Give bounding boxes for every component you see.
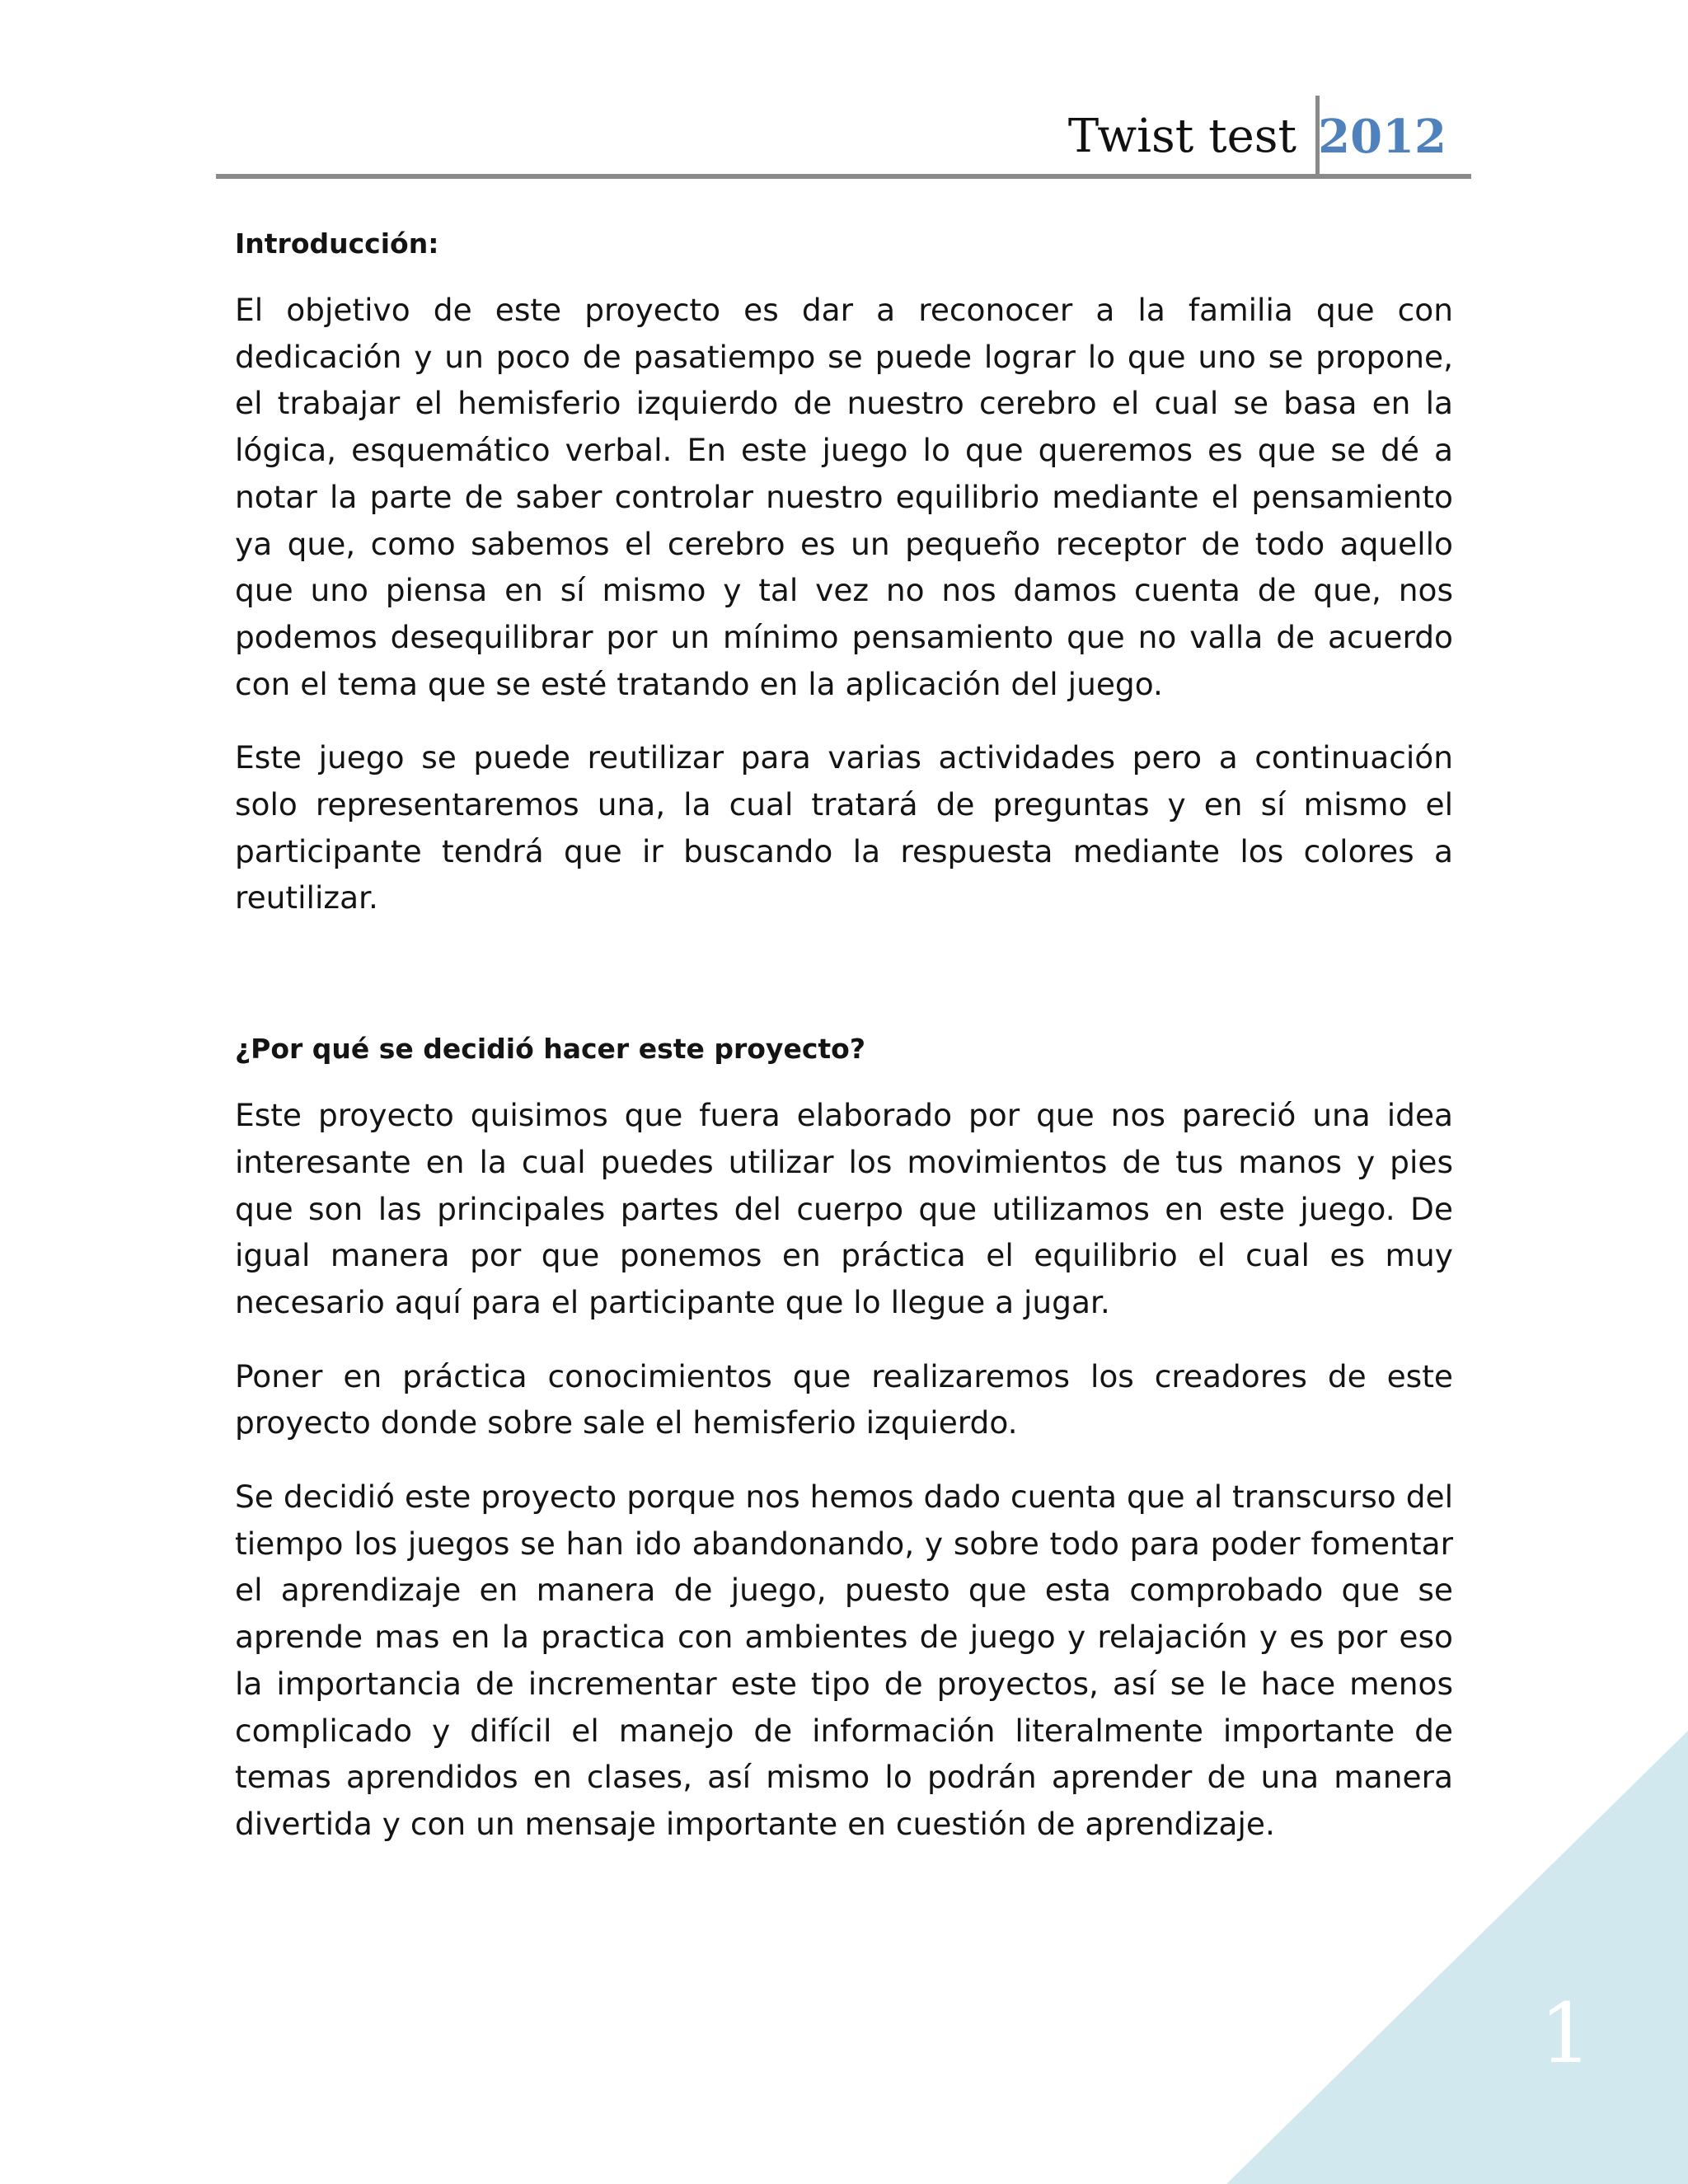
corner-triangle bbox=[1226, 1731, 1688, 2184]
paragraph: Este juego se puede reutilizar para varias actividades pero a continuación solo representaremos una, la cual tratará de preguntas y en sí mismo el participante tendrá que ir buscando la respuesta mediante los colores a reutilizar. bbox=[235, 739, 1453, 916]
section-heading-por-que: ¿Por qué se decidió hacer este proyecto? bbox=[235, 1033, 865, 1066]
header-year: 2012 bbox=[1318, 110, 1447, 164]
header-rule bbox=[216, 174, 1471, 179]
paragraph: Poner en práctica conocimientos que realizaremos los creadores de este proyecto donde sobre sale el hemisferio izquierdo. bbox=[235, 1357, 1453, 1441]
header-title: Twist test bbox=[1067, 110, 1296, 163]
paragraph: Este proyecto quisimos que fuera elaborado por que nos pareció una idea interesante en la cual puedes utilizar los movimientos de tus manos y pies que son las principales partes del cuerpo que utilizamos en este juego. De igual manera por que ponemos en práctica el equilibrio el cual es muy necesario aquí para el participante que lo llegue a jugar. bbox=[235, 1097, 1453, 1320]
document-body bbox=[235, 221, 1453, 1875]
section-spacer bbox=[235, 949, 1453, 1026]
corner-triangle-decoration bbox=[1226, 1731, 1688, 2184]
section-heading-introduccion: Introducción: bbox=[235, 227, 439, 260]
page-number: 1 bbox=[1540, 1985, 1592, 2082]
page-header bbox=[216, 96, 1471, 181]
paragraph: Se decidió este proyecto porque nos hemos dado cuenta que al transcurso del tiempo los juegos se han ido abandonando, y sobre todo para poder fomentar el aprendizaje en manera de juego, puesto que esta comprobado que se aprende mas en la practica con ambientes de juego y relajación y es por eso la importancia de incrementar este tipo de proyectos, así se le hace menos complicado y difícil el manejo de información literalmente importante de temas aprendidos en clases, así mismo lo podrán aprender de una manera divertida y con un mensaje importante en cuestión de aprendizaje. bbox=[235, 1479, 1453, 1842]
paragraph: El objetivo de este proyecto es dar a reconocer a la familia que con dedicación y un poco de pasatiempo se puede lograr lo que uno se propone, el trabajar el hemisferio izquierdo de nuestro cerebro el cual se basa en la lógica, esquemático verbal. En este juego lo que queremos es que se dé a notar la parte de saber controlar nuestro equilibrio mediante el pensamiento ya que, como sabemos el cerebro es un pequeño receptor de todo aquello que uno piensa en sí mismo y tal vez no nos damos cuenta de que, nos podemos desequilibrar por un mínimo pensamiento que no valla de acuerdo con el tema que se esté tratando en la aplicación del juego. bbox=[235, 292, 1453, 702]
